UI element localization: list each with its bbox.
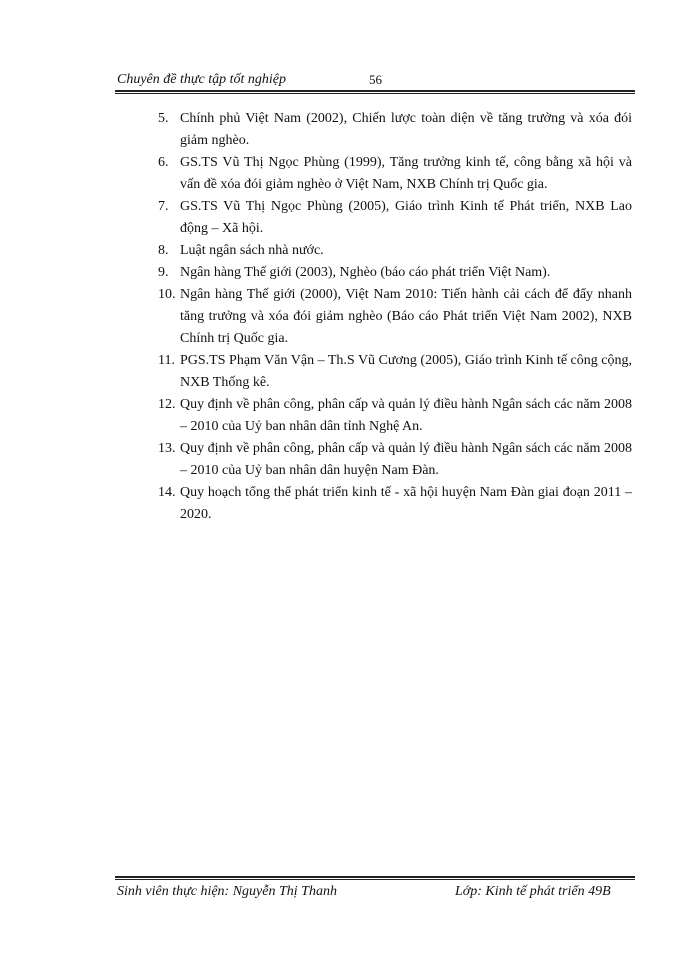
reference-number: 5. <box>158 111 169 126</box>
reference-number: 9. <box>158 265 169 280</box>
reference-number: 12. <box>158 397 176 412</box>
footer-class: Lớp: Kinh tế phát triển 49B <box>455 884 611 899</box>
reference-item <box>158 240 632 262</box>
reference-text: GS.TS Vũ Thị Ngọc Phùng (2005), Giáo trình Kinh tế Phát triển, NXB Lao động – Xã hội. <box>180 199 632 236</box>
reference-number: 14. <box>158 485 176 500</box>
reference-list <box>158 108 632 526</box>
reference-item <box>158 152 632 196</box>
reference-text: PGS.TS Phạm Văn Vận – Th.S Vũ Cương (2005), Giáo trình Kinh tế công cộng, NXB Thống kê. <box>180 353 632 390</box>
reference-text: GS.TS Vũ Thị Ngọc Phùng (1999), Tăng trưởng kinh tế, công bằng xã hội và vấn đề xóa đói giảm nghèo ở Việt Nam, NXB Chính trị Quốc gia. <box>180 155 632 192</box>
reference-number: 10. <box>158 287 176 302</box>
footer-rule <box>115 876 635 880</box>
reference-number: 6. <box>158 155 169 170</box>
reference-number: 7. <box>158 199 169 214</box>
reference-item <box>158 196 632 240</box>
header-rule <box>115 90 635 94</box>
reference-text: Quy định về phân công, phân cấp và quản lý điều hành Ngân sách các năm 2008 – 2010 của Uỷ ban nhân dân huyện Nam Đàn. <box>180 441 632 478</box>
reference-item <box>158 350 632 394</box>
reference-text: Chính phủ Việt Nam (2002), Chiến lược toàn diện về tăng trưởng và xóa đói giảm nghèo. <box>180 111 632 148</box>
reference-number: 13. <box>158 441 176 456</box>
reference-text: Quy hoạch tổng thể phát triển kinh tế - xã hội huyện Nam Đàn giai đoạn 2011 – 2020. <box>180 485 632 522</box>
reference-text: Luật ngân sách nhà nước. <box>180 243 324 258</box>
reference-text: Ngân hàng Thế giới (2003), Nghèo (báo cáo phát triển Việt Nam). <box>180 265 551 280</box>
page-number: 56 <box>369 72 382 87</box>
reference-number: 11. <box>158 353 175 368</box>
reference-item <box>158 394 632 438</box>
reference-text: Quy định về phân công, phân cấp và quản lý điều hành Ngân sách các năm 2008 – 2010 của Uỷ ban nhân dân tỉnh Nghệ An. <box>180 397 632 434</box>
reference-text: Ngân hàng Thế giới (2000), Việt Nam 2010: Tiến hành cải cách để đẩy nhanh tăng trưởng và xóa đói giảm nghèo (Báo cáo Phát triển Việt Nam 2002), NXB Chính trị Quốc gia. <box>180 287 632 346</box>
reference-number: 8. <box>158 243 169 258</box>
reference-item <box>158 482 632 526</box>
footer-student: Sinh viên thực hiện: Nguyễn Thị Thanh <box>117 884 337 899</box>
reference-item <box>158 108 632 152</box>
reference-item <box>158 262 632 284</box>
header-title: Chuyên đề thực tập tốt nghiệp <box>117 72 286 87</box>
reference-item <box>158 284 632 350</box>
reference-item <box>158 438 632 482</box>
